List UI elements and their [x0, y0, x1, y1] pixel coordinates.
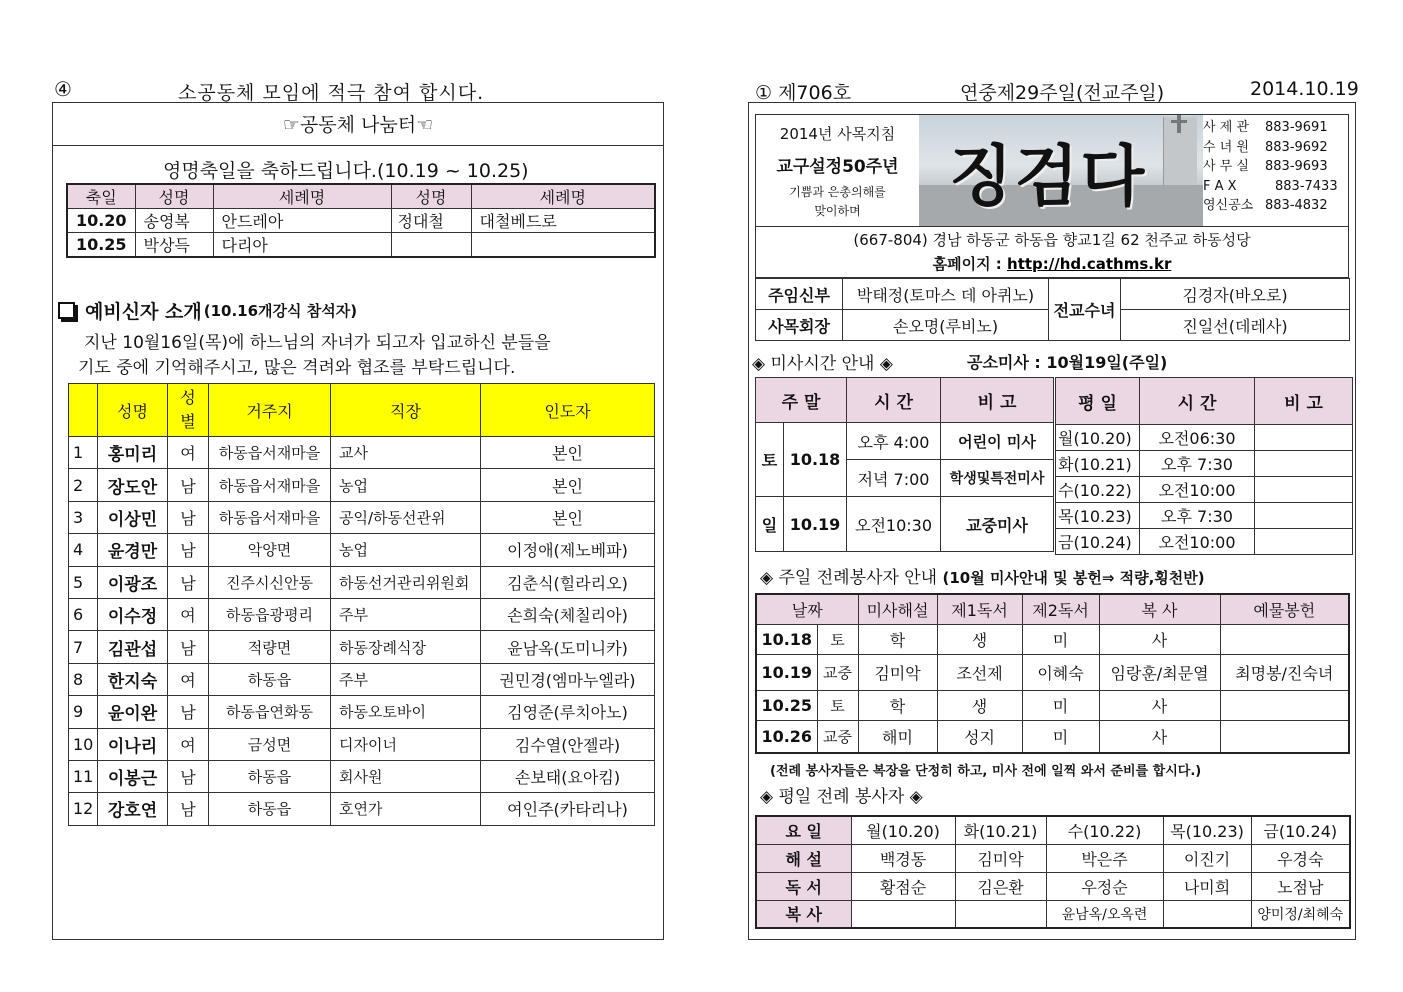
- catechumen-job: 하동선거관리위원회: [331, 566, 481, 598]
- sunday-header: 제2독서: [1022, 594, 1099, 624]
- weekday-date: 수(10.22): [1056, 477, 1140, 503]
- catechumen-header: 성명: [98, 384, 168, 437]
- checkbox-icon: [58, 302, 75, 319]
- row-number: 5: [69, 566, 98, 598]
- mass-heading: ◈ 미사시간 안내 ◈: [752, 354, 893, 374]
- staff-value: 김경자(바오로): [1121, 279, 1350, 310]
- row-number: 3: [69, 501, 98, 533]
- catechumen-gender: 여: [168, 663, 209, 695]
- weekday-note: [1255, 477, 1353, 503]
- weekday-note: [1255, 503, 1353, 529]
- catechumen-name: 홍미리: [98, 437, 168, 469]
- weekend-header: 시 간: [847, 378, 941, 423]
- weekday-servers-name: [851, 900, 955, 928]
- staff-value: 박태정(토마스 데 아퀴노): [843, 279, 1049, 310]
- community-title: ☞공동체 나눔터☜: [282, 114, 434, 136]
- staff-label: 사목회장: [756, 310, 843, 341]
- logo-text: 징검다: [949, 138, 1147, 215]
- sunday-servers-heading: ◈ 주일 전례봉사자 안내: [760, 568, 938, 588]
- server-offering: 최명봉/진숙녀: [1220, 654, 1349, 690]
- weekday-servers-header: 수(10.22): [1046, 816, 1163, 844]
- masthead-divider: [756, 226, 1348, 227]
- table-row: [756, 872, 1350, 900]
- motto-main: 교구설정50주년: [776, 157, 899, 177]
- table-row: [1056, 477, 1353, 503]
- weekday-date: 화(10.21): [1056, 451, 1140, 477]
- weekday-date: 월(10.20): [1056, 425, 1140, 451]
- table-row: [69, 793, 655, 825]
- catechumen-header: 인도자: [481, 384, 655, 437]
- mass-note: 학생및특전미사: [941, 460, 1054, 497]
- weekday-servers-header: 금(10.24): [1251, 816, 1350, 844]
- catechumen-name: 이상민: [98, 501, 168, 533]
- catechumen-address: 적량면: [209, 631, 331, 663]
- feast-table: [66, 183, 656, 258]
- catechumen-job: 호연가: [331, 793, 481, 825]
- server-date: 10.19: [756, 654, 817, 690]
- motto-sub1: 기쁨과 은총의해를: [789, 185, 886, 199]
- feast-baptism: 안드레아: [213, 209, 391, 233]
- feast-baptism: 다리아: [213, 233, 391, 258]
- contact-row: 사 무 실 883-9693: [1203, 159, 1328, 174]
- catechumen-sponsor: 김춘식(힐라리오): [481, 566, 655, 598]
- catechumen-job: 농업: [331, 469, 481, 501]
- left-page-number: ④: [54, 77, 72, 101]
- catechumen-heading: 예비신자 소개: [85, 301, 202, 323]
- feast-name: 송영복: [135, 209, 213, 233]
- feast-date: 10.25: [67, 233, 135, 258]
- feast-baptism: 대철베드로: [471, 209, 655, 233]
- table-row: [69, 760, 655, 792]
- motto-sub2: 맞이하며: [814, 204, 861, 218]
- mass-date: 10.18: [784, 423, 847, 497]
- row-number: 8: [69, 663, 98, 695]
- server-altar: 사: [1099, 720, 1220, 753]
- catechumen-heading-note: (10.16개강식 참석자): [203, 302, 358, 320]
- sunday-header: 복 사: [1099, 594, 1220, 624]
- row-number: 9: [69, 696, 98, 728]
- catechumen-address: 하동읍연화동: [209, 696, 331, 728]
- catechumen-job: 주부: [331, 598, 481, 630]
- sunday-servers-note: (10월 미사안내 및 봉헌⇒ 적량,횡천반): [942, 569, 1205, 587]
- weekday-servers-name: 나미희: [1163, 872, 1251, 900]
- catechumen-address: 하동읍서재마을: [209, 469, 331, 501]
- motto-box: [756, 115, 919, 226]
- server-mass: 교중: [817, 654, 858, 690]
- weekday-time: 오후 7:30: [1140, 451, 1255, 477]
- table-row: [69, 663, 655, 695]
- gongso-mass: 공소미사 : 10월19일(주일): [967, 353, 1168, 372]
- catechumen-sponsor: 본인: [481, 501, 655, 533]
- feast-header: 세례명: [213, 184, 391, 209]
- staff-value: 진일선(데레사): [1121, 310, 1350, 341]
- server-altar: 사: [1099, 690, 1220, 720]
- server-mass: 토: [817, 624, 858, 654]
- server-commentary: 김미악: [858, 654, 937, 690]
- weekday-mass-table: [1055, 377, 1353, 555]
- catechumen-name: 장도안: [98, 469, 168, 501]
- catechumen-address: 하동읍: [209, 760, 331, 792]
- weekday-servers-name: 황점순: [851, 872, 955, 900]
- catechumen-address: 하동읍광평리: [209, 598, 331, 630]
- weekend-header: 비 고: [941, 378, 1054, 423]
- catechumen-sponsor: 본인: [481, 469, 655, 501]
- weekday-servers-name: 우정순: [1046, 872, 1163, 900]
- row-number: 11: [69, 760, 98, 792]
- server-reading1: 생: [937, 690, 1022, 720]
- server-mass: 토: [817, 690, 858, 720]
- server-date: 10.25: [756, 690, 817, 720]
- homepage-row: [756, 253, 1348, 274]
- catechumen-gender: 남: [168, 566, 209, 598]
- catechumen-sponsor: 김수열(안젤라): [481, 728, 655, 760]
- catechumen-heading-row: [58, 297, 357, 324]
- table-row: [69, 437, 655, 469]
- contact-box: [1203, 118, 1349, 216]
- catechumen-address: 악양면: [209, 534, 331, 566]
- weekday-date: 목(10.23): [1056, 503, 1140, 529]
- catechumen-job: 디자이너: [331, 728, 481, 760]
- weekday-date: 금(10.24): [1056, 529, 1140, 555]
- catechumen-address: 하동읍서재마을: [209, 501, 331, 533]
- weekday-servers-role: 독 서: [756, 872, 851, 900]
- catechumen-gender: 남: [168, 534, 209, 566]
- table-row: [69, 534, 655, 566]
- server-offering: [1220, 720, 1349, 753]
- weekday-time: 오후 7:30: [1140, 503, 1255, 529]
- weekday-header: 평 일: [1056, 378, 1140, 425]
- row-number: 7: [69, 631, 98, 663]
- weekday-note: [1255, 451, 1353, 477]
- feast-name: 박상득: [135, 233, 213, 258]
- catechumen-job: 하동장례식장: [331, 631, 481, 663]
- row-number: 1: [69, 437, 98, 469]
- catechumen-gender: 남: [168, 631, 209, 663]
- table-row: [69, 501, 655, 533]
- weekday-servers-name: 박은주: [1046, 844, 1163, 872]
- catechumen-sponsor: 윤남옥(도미니카): [481, 631, 655, 663]
- weekday-header: 비 고: [1255, 378, 1353, 425]
- server-reading2: 미: [1022, 624, 1099, 654]
- table-row: [756, 690, 1349, 720]
- sunday-servers-heading-row: [760, 563, 1205, 588]
- catechumen-name: 윤이완: [98, 696, 168, 728]
- server-commentary: 학: [858, 690, 937, 720]
- catechumen-header: 성 별: [168, 384, 209, 437]
- catechumen-header: 거주지: [209, 384, 331, 437]
- catechumen-address: 금성면: [209, 728, 331, 760]
- weekday-servers-table: [755, 815, 1351, 929]
- feast-header: 세례명: [471, 184, 655, 209]
- weekday-servers-header: 화(10.21): [955, 816, 1046, 844]
- catechumen-header: 직장: [331, 384, 481, 437]
- mass-date: 10.19: [784, 497, 847, 552]
- table-row: [756, 624, 1349, 654]
- catechumen-table: [68, 383, 655, 826]
- logo-photo: [919, 115, 1203, 226]
- table-row: [1056, 529, 1353, 555]
- mass-note: 어린이 미사: [941, 423, 1054, 460]
- catechumen-job: 회사원: [331, 760, 481, 792]
- server-mass: 교중: [817, 720, 858, 753]
- weekday-servers-name: 우경숙: [1251, 844, 1350, 872]
- catechumen-gender: 남: [168, 793, 209, 825]
- mass-day: 일: [756, 497, 784, 552]
- weekday-servers-name: [955, 900, 1046, 928]
- table-row: [69, 696, 655, 728]
- mass-note: 교중미사: [941, 497, 1054, 552]
- mass-time: 저녁 7:00: [847, 460, 941, 497]
- weekday-time: 오전06:30: [1140, 425, 1255, 451]
- catechumen-gender: 여: [168, 437, 209, 469]
- server-date: 10.18: [756, 624, 817, 654]
- server-reading1: 성지: [937, 720, 1022, 753]
- server-reading1: 조선제: [937, 654, 1022, 690]
- weekday-servers-name: 양미정/최혜숙: [1251, 900, 1350, 928]
- weekday-note: [1255, 529, 1353, 555]
- mass-time: 오전10:30: [847, 497, 941, 552]
- catechumen-sponsor: 여인주(카타리나): [481, 793, 655, 825]
- weekday-servers-role: 해 설: [756, 844, 851, 872]
- table-row: [1056, 425, 1353, 451]
- server-reading2: 미: [1022, 690, 1099, 720]
- catechumen-sponsor: 권민경(엠마누엘라): [481, 663, 655, 695]
- server-reading2: 미: [1022, 720, 1099, 753]
- weekday-servers-header: 월(10.20): [851, 816, 955, 844]
- table-row: [69, 728, 655, 760]
- table-row: [756, 844, 1350, 872]
- table-row: [756, 720, 1349, 753]
- row-number: 12: [69, 793, 98, 825]
- catechumen-sponsor: 이정애(제노베파): [481, 534, 655, 566]
- week-title: 연중제29주일(전교주일): [960, 82, 1165, 104]
- sunday-header: 미사해설: [858, 594, 937, 624]
- weekday-servers-header: 목(10.23): [1163, 816, 1251, 844]
- weekday-note: [1255, 425, 1353, 451]
- catechumen-gender: 남: [168, 696, 209, 728]
- staff-value: 손오명(루비노): [843, 310, 1049, 341]
- catechumen-sponsor: 손희숙(체칠리아): [481, 598, 655, 630]
- catechumen-gender: 남: [168, 501, 209, 533]
- catechumen-sponsor: 김영준(루치아노): [481, 696, 655, 728]
- weekday-servers-name: 이진기: [1163, 844, 1251, 872]
- catechumen-gender: 남: [168, 469, 209, 501]
- catechumen-name: 강호연: [98, 793, 168, 825]
- feast-header: 축일: [67, 184, 135, 209]
- feast-baptism: [471, 233, 655, 258]
- catechumen-header: [69, 384, 98, 437]
- feast-header: 성명: [391, 184, 471, 209]
- weekend-header: 주 말: [756, 378, 847, 423]
- weekday-time: 오전10:00: [1140, 529, 1255, 555]
- server-commentary: 해미: [858, 720, 937, 753]
- server-altar: 임랑훈/최문열: [1099, 654, 1220, 690]
- weekday-servers-name: 백경동: [851, 844, 955, 872]
- contact-row: F A X 883-7433: [1203, 178, 1338, 194]
- address: (667-804) 경남 하동군 하동읍 향교1길 62 천주교 하동성당: [853, 231, 1251, 249]
- catechumen-name: 김관섭: [98, 631, 168, 663]
- mass-time: 오후 4:00: [847, 423, 941, 460]
- table-row: [69, 469, 655, 501]
- homepage-link[interactable]: http://hd.cathms.kr: [1007, 255, 1172, 273]
- catechumen-sponsor: 손보태(요아킴): [481, 760, 655, 792]
- left-slogan: 소공동체 모임에 적극 참여 합시다.: [178, 82, 485, 104]
- table-row: [69, 598, 655, 630]
- catechumen-sponsor: 본인: [481, 437, 655, 469]
- sunday-header: 날짜: [756, 594, 858, 624]
- sunday-header: 예물봉헌: [1220, 594, 1349, 624]
- catechumen-gender: 여: [168, 598, 209, 630]
- server-offering: [1220, 624, 1349, 654]
- feast-date: 10.20: [67, 209, 135, 233]
- table-row: [756, 654, 1349, 690]
- catechumen-name: 이광조: [98, 566, 168, 598]
- table-row: [69, 566, 655, 598]
- catechumen-job: 교사: [331, 437, 481, 469]
- server-reading2: 이혜숙: [1022, 654, 1099, 690]
- catechumen-intro-1: 지난 10월16일(목)에 하느님의 자녀가 되고자 입교하신 분들을: [84, 333, 551, 353]
- contact-row: 수 녀 원 883-9692: [1203, 139, 1328, 155]
- catechumen-name: 이수정: [98, 598, 168, 630]
- weekday-servers-role: 복 사: [756, 900, 851, 928]
- weekday-servers-name: 김미악: [955, 844, 1046, 872]
- staff-label: 전교수녀: [1049, 279, 1121, 341]
- row-number: 2: [69, 469, 98, 501]
- feast-title: 영명축일을 축하드립니다.(10.19 ~ 10.25): [163, 160, 529, 182]
- catechumen-name: 이봉근: [98, 760, 168, 792]
- table-row: [756, 900, 1350, 928]
- server-commentary: 학: [858, 624, 937, 654]
- row-number: 6: [69, 598, 98, 630]
- table-row: [1056, 503, 1353, 529]
- server-reading1: 생: [937, 624, 1022, 654]
- sunday-servers-table: [755, 593, 1350, 754]
- weekday-servers-name: 윤남옥/오옥련: [1046, 900, 1163, 928]
- catechumen-job: 하동오토바이: [331, 696, 481, 728]
- row-number: 4: [69, 534, 98, 566]
- feast-header: 성명: [135, 184, 213, 209]
- feast-name: 정대철: [391, 209, 471, 233]
- server-altar: 사: [1099, 624, 1220, 654]
- contact-row: 사 제 관 883-9691: [1203, 120, 1328, 135]
- issue-date: 2014.10.19: [1250, 78, 1359, 100]
- row-number: 10: [69, 728, 98, 760]
- server-offering: [1220, 690, 1349, 720]
- table-row: [69, 631, 655, 663]
- motto-year: 2014년 사목지침: [779, 125, 896, 143]
- weekday-servers-name: 김은환: [955, 872, 1046, 900]
- feast-name: [391, 233, 471, 258]
- server-date: 10.26: [756, 720, 817, 753]
- weekday-servers-header: 요 일: [756, 816, 851, 844]
- weekday-servers-name: 노점남: [1251, 872, 1350, 900]
- issue-number: ① 제706호: [755, 82, 852, 104]
- catechumen-gender: 여: [168, 728, 209, 760]
- weekday-header: 시 간: [1140, 378, 1255, 425]
- weekday-time: 오전10:00: [1140, 477, 1255, 503]
- contact-row: 영신공소 883-4832: [1203, 198, 1328, 213]
- catechumen-name: 이나리: [98, 728, 168, 760]
- sunday-servers-footnote: (전례 봉사자들은 복장을 단정히 하고, 미사 전에 일찍 와서 준비를 합시다.): [770, 764, 1202, 779]
- catechumen-address: 진주시신안동: [209, 566, 331, 598]
- weekday-servers-heading: ◈ 평일 전례 봉사자 ◈: [760, 787, 923, 807]
- catechumen-address: 하동읍: [209, 663, 331, 695]
- catechumen-job: 주부: [331, 663, 481, 695]
- community-title-box: [52, 102, 664, 146]
- sunday-header: 제1독서: [937, 594, 1022, 624]
- staff-table: [755, 278, 1350, 341]
- weekend-mass-table: [755, 377, 1054, 552]
- catechumen-gender: 남: [168, 760, 209, 792]
- weekday-servers-name: [1163, 900, 1251, 928]
- catechumen-intro-2: 기도 중에 기억해주시고, 많은 격려와 협조를 부탁드립니다.: [78, 358, 516, 378]
- mass-day: 토: [756, 423, 784, 497]
- catechumen-address: 하동읍: [209, 793, 331, 825]
- catechumen-job: 농업: [331, 534, 481, 566]
- staff-label: 주임신부: [756, 279, 843, 310]
- catechumen-address: 하동읍서재마을: [209, 437, 331, 469]
- catechumen-name: 윤경만: [98, 534, 168, 566]
- catechumen-job: 공익/하동선관위: [331, 501, 481, 533]
- catechumen-name: 한지숙: [98, 663, 168, 695]
- homepage-label: 홈페이지 :: [932, 255, 1008, 273]
- table-row: [1056, 451, 1353, 477]
